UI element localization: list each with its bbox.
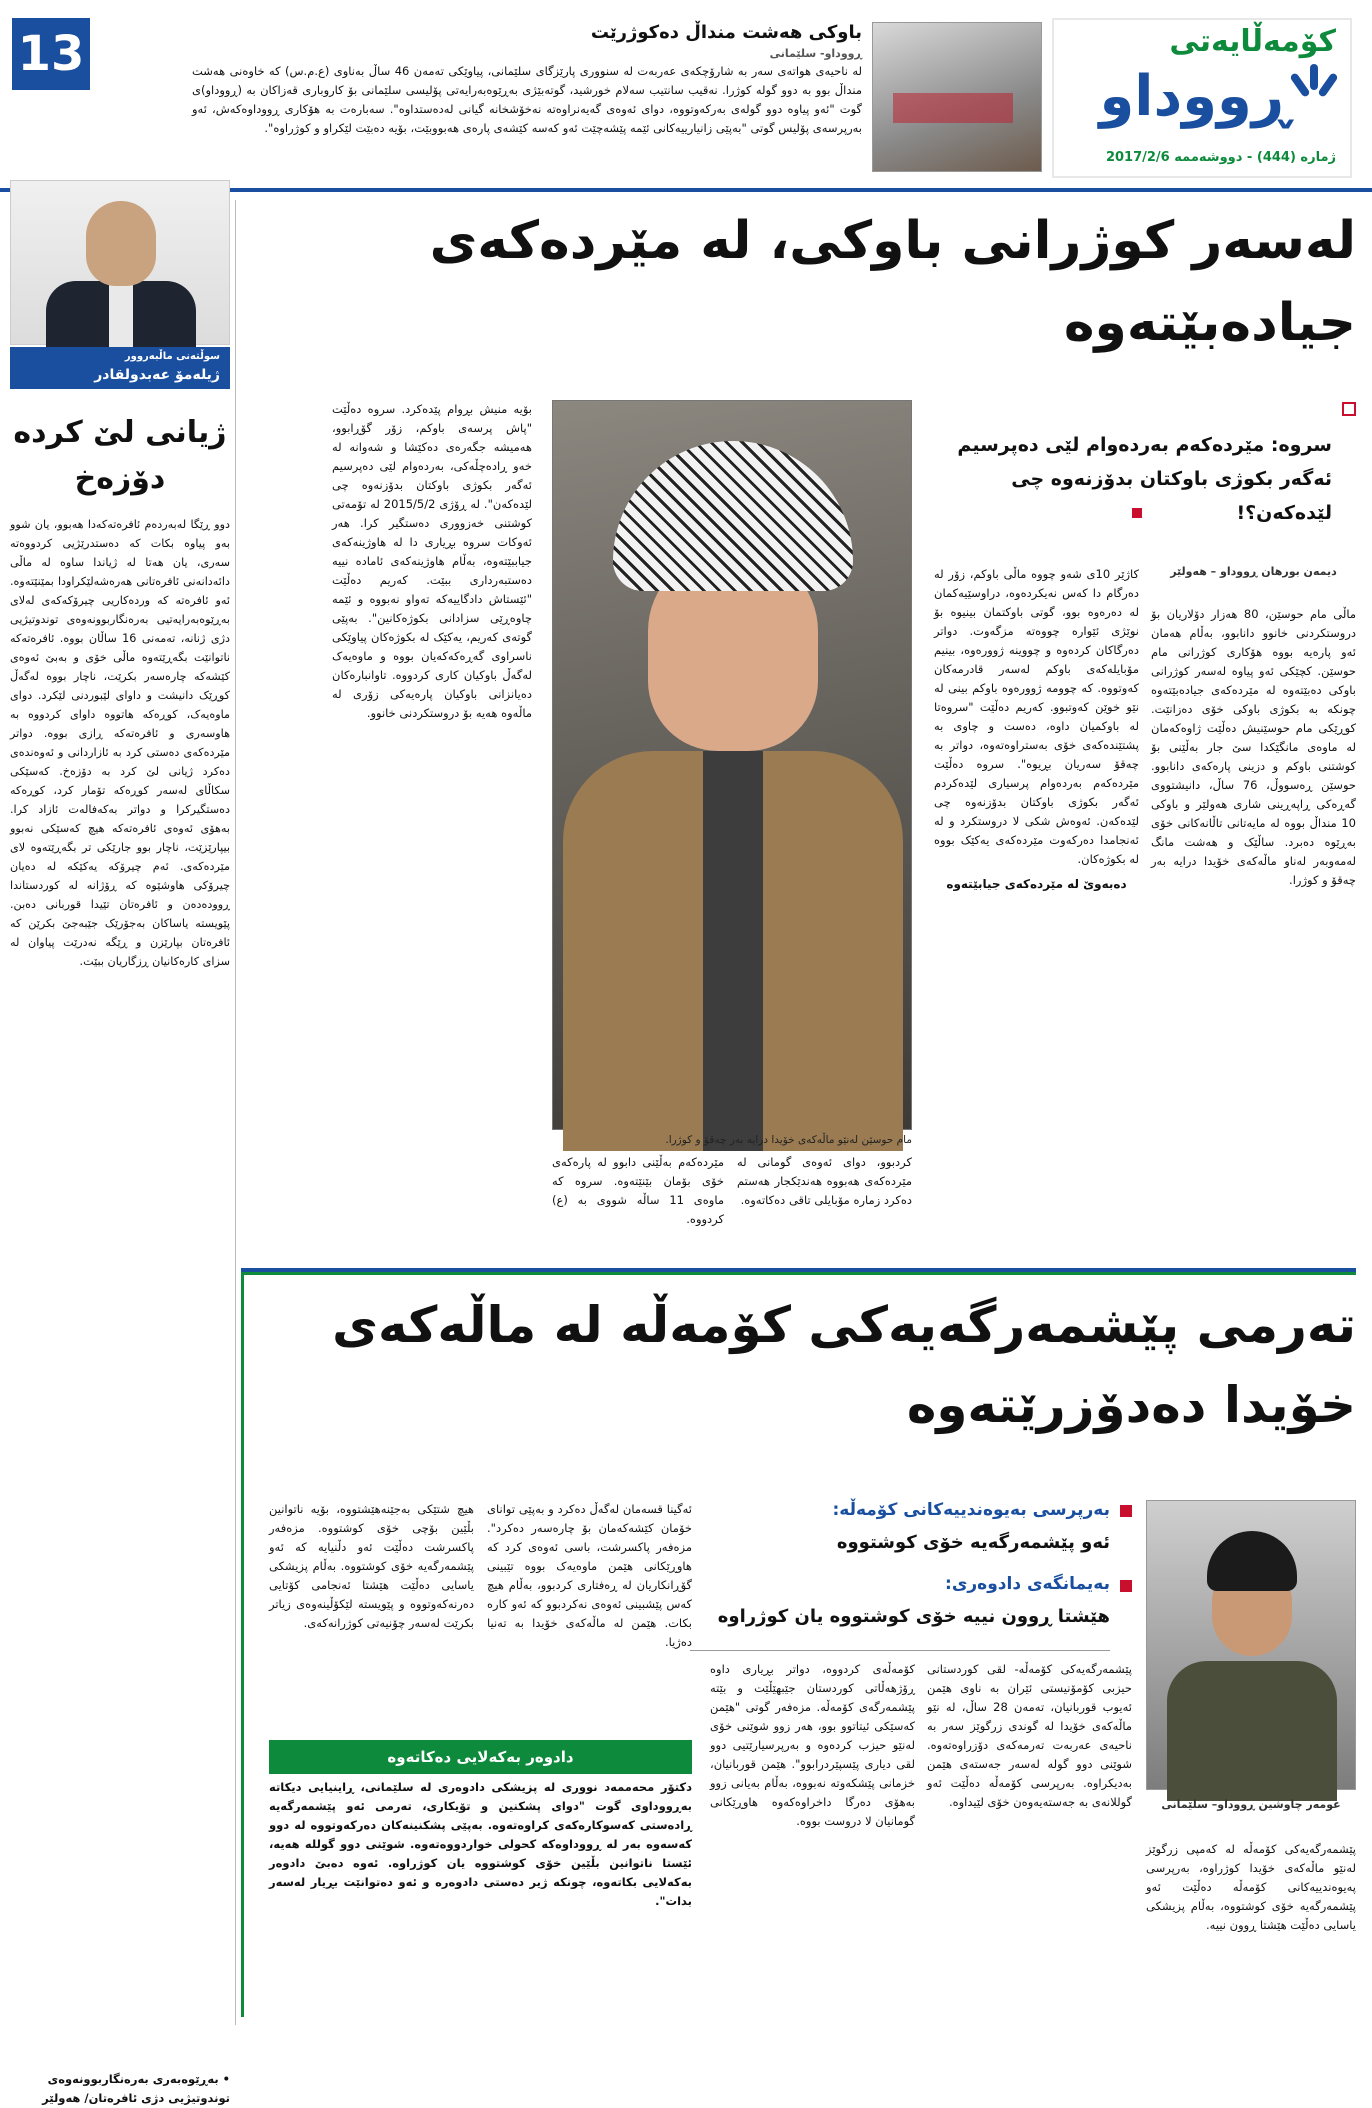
square-bullet-icon bbox=[1132, 508, 1142, 518]
teaser-article bbox=[192, 22, 862, 178]
columnist-photo bbox=[10, 180, 230, 345]
story1-text-column: کردبوو، دوای ئەوەی گومانی لە مێردەکەی هەبووە هەندێکجار هەستم دەکرد زمارە مۆبایلی تاقی دەکاتەوە. bbox=[737, 1155, 912, 1207]
story2-text-column: پێشمەرگەیەکی کۆمەڵە- لقی کوردستانی حیزبی کۆمۆنیستی ئێران بە ناوی هێمن ئەیوب قوربانیان، تەمەن 28 ساڵ، لە نێو ماڵەکەی خۆیدا لە گوندی زرگوێز سەر بە ناحیەی عەربەت تەرمەکەی دۆزراوەتەوە. شوێنی دوو گولە لەسەر جەستەی هێمن بەدیکراوە. بەرپرسی کۆمەڵە دەڵێت ئەو گوللانەی بە جەستەیەوەن خۆی لێیداوە. bbox=[927, 1662, 1132, 1809]
teaser-byline: ڕووداو- سلێمانی bbox=[769, 47, 862, 60]
story2-text-column: هیچ شتێکی بەجێنەهێشتووە، بۆیە ناتوانین بڵێین بۆچی خۆی کوشتووە. مزەفەر پاکسرشت دەڵێت ئەو دڵنیایە کە ئەو پێشمەرگەیە خۆی کوشتووە. بەڵام پزیشکی یاسایی دەڵێت هێشتا ئەنجامی کۆتایی دەرنەکەوتووە و پێویستە لێکۆڵینەوەی زیاتر بکرێت لەسەر چۆنیەتی کوژرانەکەی. bbox=[269, 1502, 474, 1630]
story1-headline: لەسەر کوژرانی باوکی، لە مێردەکەی جیادەبێتەوە bbox=[429, 211, 1356, 353]
story2-sub-text: هێشتا ڕوون نییە خۆی کوشتووە یان کوژراوە bbox=[717, 1606, 1110, 1627]
teaser-body: لە ناحیەی هواتەی سەر بە شارۆچکەی عەربەت لە سنووری پارێزگای سلێمانی، پیاوێکی تەمەن 46 ساڵ بەناوی (ع.م.س) کە خاوەنی هەشت منداڵ بوو بە دوو گولە کوژرا. نەقیب سانتیب سەلام خورشید، گوتەبێژی بەڕێوەبەرایەتی پۆلیسی سلێمانی بۆ کاروباری قەزاکان بە (ڕووداو)ی گوت "ئەو پیاوە دوو گولەی بەرکەوتووە، دوای ئەوەی گەیەنراوەتە نەخۆشخانە گیانی لەدەستداوە". سەبارەت بە هۆکاری ڕووداوەکەش، ئەو بەرپرسەی پۆلیس گوتی "بەپێی زانیارییەکانی ئێمە پێشەچێت ئەو کەسە کێشەی پارەی هەبووبێت، بۆیە دەبێت لێکراو و کوژراوە". bbox=[192, 64, 862, 135]
story1-photo-caption: مام حوسێن لەنێو ماڵەکەی خۆیدا درایە بەر چەقۆ و کوژرا. bbox=[665, 1134, 912, 1146]
square-bullet-icon bbox=[1120, 1580, 1132, 1592]
story1-photo bbox=[552, 400, 912, 1130]
logo-wordmark: ڕووداو bbox=[1099, 64, 1290, 129]
column-title: ژیانی لێ کردە دۆزەخ bbox=[13, 415, 227, 496]
story2-photo bbox=[1146, 1500, 1356, 1790]
sidebar-box-title: دادوەر بەکەلایی دەکاتەوە bbox=[269, 1740, 692, 1774]
teaser-headline: باوکی هەشت منداڵ دەکوژرێت bbox=[590, 22, 862, 43]
logo-section-label: کۆمەڵایەتی bbox=[1169, 24, 1336, 59]
story1-text-column: مێردەکەم بەڵێنی دابوو لە پارەکەی خۆی بۆمان بێنێتەوە. سروە کە ماوەی 11 ساڵە شووی بە (ع) کردووە. bbox=[552, 1155, 725, 1226]
column-divider bbox=[235, 200, 236, 2025]
story2-text-column: کۆمەڵەی کردووە، دواتر بڕیاری داوە ڕۆژهەڵاتی کوردستان جێبهێڵێت و بێتە پێشمەرگەی کۆمەڵە. مزەفەر گوتی "هێمن کەسێکی ئیتاتوو بوو، هەر زوو شوێنی خۆی لەنێو حیزب کردەوە و بەرپرسیارێتیی دوو لقی دیاری پێسپێردرابوو". هێمن قوربانیان، خزمانی پێشکەوتە نەبووە، بەڵام بەیانی زوو بەهۆی دەرگا داخراوەکەوە هاوڕێکانی گومانیان لا دروست بووە. bbox=[710, 1662, 915, 1828]
columnist-role: سوڵتەنی ماڵبەروور bbox=[124, 351, 220, 362]
masthead bbox=[0, 0, 1372, 190]
story1-text-column bbox=[332, 400, 532, 1255]
story2-sub-label: بەیمانگەی دادوەری: bbox=[945, 1574, 1110, 1594]
story1-subheadline: سروە: مێردەکەم بەردەوام لێی دەپرسیم ئەگەر بکوژی باوکتان بدۆزنەوە چی لێدەکەن؟! bbox=[957, 434, 1332, 524]
column-body: دوو ڕێگا لەبەردەم ئافرەتەکەدا هەبوو، یان شوو بەو پیاوە بکات کە دەستدرێژیی کردووەتە سەری، یان هەتا لە ژیاندا ساوە لە ماڵی دائەدانەنی ئافرەتانی هەرەشەلێکراودا بمێنێتەوە. ئەو ئافرەتە کە وردەکاریی چیرۆکەکەی لەلای بەڕێوەبەرایەتیی بەرەنگاربوونەوەی توندوتیژیی دژی ژنانە، تەمەنی 16 ساڵان بووە. ئافرەتەکە ناتوانێت بگەڕێتەوە ماڵی خۆی و بەبێ ئەوەی کێشەکە چارەسەر بکرێت، ناچار بووە لەگەڵ کوڕێک دانیشت و داوای لێبوردنی لێکرد. دوای ماوەیەک، کوڕەکە هاتووە داوای کردووە بە هاوسەری و ئافرەتەکە ڕازی بووە. دواتر مێردەکەی دەستی کرد بە ئازاردانی و ئەوەندەی دەکرد ژیانی لێ کرد بە دۆزەخ. کەسێکی سکاڵای لەسەر کوڕەکە تۆمار کرد، کوڕەکە دەستگیرکرا و دواتر بەکەفالەت ئازاد کرا. بەهۆی ئەوەی ئافرەتەکە هیچ کەسێکی نەبوو بیپارێزێت، ناچار بوو جارێکی تر بگەڕێتەوە لای مێردەکەی. ئەم چیرۆکە یەکێکە لە دەیان چیرۆکی هاوشێوە کە ڕۆژانە لە کوردستاندا ڕوودەدەن و ئافرەتان تێیدا قوربانی دەبن. پێویستە یاساکان بەجۆرێک جێبەجێ بکرێن کە ئافرەتان بپارێزن و ڕێگە نەدرێت پیاوان لە سزای کارەکانیان ڕزگاریان ببێت. bbox=[10, 518, 230, 968]
story1-paragraph: ماڵی مام حوسێن، 80 هەزار دۆلاریان بۆ دروستکردنی خانوو دانابوو، بەڵام هەمان ئەو پارەیە بووە هۆکاری کوژرانی مام حوسێن. کچێکی ئەو پیاوە لەسەر کوژرانی باوکی دەبێتەوە لە مێردەکەی جیادەبێتەوە چونکە بە بکوژی باوکی خۆی دەزانێت. کوڕێکی مام حوسێنیش دەڵێت ژاوەکەمان لە ماوەی مانگێکدا سێ جار بەڵێنی بۆ کوشتنی باوکم و دزینی پارەکەی دانابوو. حوسێن ڕەسووڵ، 76 ساڵ، دانیشتووی گەڕەکی ڕاپەڕینی شاری هەولێر و باوکی 10 منداڵ بووە لە مایەتانی تاڵانەکانی خۆی بەڕێوە دەبرد. ساڵێک و هەشت مانگ لەمەوبەر لەناو ماڵەکەی خۆیدا درایە بەر چەقۆ و کوژرا. bbox=[1151, 607, 1356, 887]
story2-frame bbox=[241, 1272, 1356, 1275]
story1-byline: دیمەن بورهان ڕووداو – هەولێر bbox=[1170, 565, 1337, 578]
issue-date-line: ژمارە (444) - دووشەممە 2017/2/6 bbox=[1105, 150, 1336, 165]
sub-divider bbox=[690, 1650, 1110, 1651]
story2-text-column: پێشمەرگەیەکی کۆمەڵە لە کەمپی زرگوێز لەنێو ماڵەکەی خۆیدا کوژراوە، بەرپرسی پەیوەندییەکانی کۆمەڵە دەڵێت ئەو پێشمەرگەیە خۆی کوشتووە، بەڵام پزیشکی یاسایی دەڵێت هێشتا ڕوون نییە. bbox=[1146, 1842, 1356, 1932]
page-number: 13 bbox=[12, 18, 90, 90]
story1-crosshead: دەبەوێ لە مێردەکەی جیابێتەوە bbox=[946, 877, 1127, 891]
column-author-note: • بەڕێوەبەری بەرەنگاربوونەوەی توندوتیژیی دژی ئافرەتان/ هەولێر bbox=[42, 2072, 230, 2105]
story2-headline: تەرمی پێشمەرگەیەکی کۆمەڵە لە ماڵەکەی خۆیدا دەدۆزرێتەوە bbox=[332, 1296, 1356, 1434]
newspaper-logo bbox=[1052, 18, 1352, 178]
story2-byline: عومەر چاوشین ڕووداو– سلێمانی bbox=[1161, 1798, 1341, 1811]
story2-text-column: ئەگینا قسەمان لەگەڵ دەکرد و بەپێی توانای خۆمان کێشەکەمان بۆ چارەسەر دەکرد". مزەفەر پاکسرشت، باسی ئەوەی کرد کە هاوڕێکانی هێمن ماوەیەک بووە تێبینی گۆڕانکاریان لە ڕەفتاری کردبوو، بەڵام هیچ کەس پێشبینی ئەوەی نەکردبوو کە ئەو کارە بکات. هێمن لە ماڵەکەی خۆیدا بە تەنیا دەژیا. bbox=[487, 1502, 692, 1649]
opinion-column bbox=[10, 180, 230, 2105]
columnist-name: ژیلەمۆ عەبدولقادر bbox=[94, 367, 220, 383]
story2-sub-label: بەرپرسی بەیوەندییەکانی کۆمەڵە: bbox=[832, 1500, 1110, 1520]
story2-frame bbox=[241, 1272, 244, 2017]
sidebar-box-body: دکتۆر محەممەد نووری لە پزیشکی دادوەری لە سلێمانی، ڕاینیایی دیکاتە بەڕووداوی گوت "دوای پشکنین و تۆیکاری، تەرمی ئەو پێشمەرگەیە ڕادەستی کەسوکارەکەی کراوەتەوە. بەپێی پشکنینەکان دەرکەوتووە لە دوو کەسەوە بەر لە ڕووداوەکە کحولی خواردووەتەوە. شوێنی دوو گوللە هەیە، ئێستا ناتوانین بڵێین خۆی کوشتووە یان کوژراوە. ئەوە دەبێ دادوەر بەکەلایی بکاتەوە، چونکە ژیر دەستی دادوەرە و ئەو دەتوانێت بڕیار لەسەر بدات". bbox=[269, 1780, 692, 1908]
square-bullet-icon bbox=[1120, 1505, 1132, 1517]
story1-text-column bbox=[1151, 605, 1356, 1255]
teaser-photo bbox=[872, 22, 1042, 172]
square-bullet-icon bbox=[1342, 402, 1356, 416]
story1-paragraph: کاژێر 10ی شەو چووە ماڵی باوکم، زۆر لە دەرگام دا کەس نەیکردەوە، دراوسێیەکمان لە دەرەوە بوو، گوتی باوکتمان بینیوە بۆ نوێژی ئێوارە چووەتە مزگەوت. دواتر دەرگاکان کردەوە و چووینە ژوورەوە، بینیم مۆبایلەکەی باوکم لەسەر قادرمەکان کەوتووە. کە چوومە ژوورەوە باوکم بینی لە نێو خوێن کەوتبوو. کەریم دەڵێت "سروەتا لە باوکمیان داوە، دەست و چاوی بە پشتێندەکەی خۆی بەستراوەتەوە، دواتر بە چەقۆ سەریان بڕیوە". سروە دەڵێت مێردەکەم بەردەوام پرسیاری لێدەکردم ئەگەر بکوژی باوکتان بدۆزنەوە چی لێدەکەن. ئەوەش شکی لا دروستکرد و لە ئەنجامدا دەرکەوت مێردەکەی یەکێک بووە لە بکوژەکان. bbox=[934, 567, 1139, 866]
story2-sub-text: ئەو پێشمەرگەیە خۆی کوشتووە bbox=[836, 1532, 1110, 1553]
logo-sunburst-icon bbox=[1292, 64, 1336, 124]
story1-text-column bbox=[934, 565, 1139, 1255]
story1-paragraph: بۆیە منیش بڕوام پێدەکرد. سروە دەڵێت "پاش پرسەی باوکم، زۆر گۆڕابوو، هەمیشە جگەرەی دەکێشا و شەوانە لە خەو ڕادەچڵەکی، بەردەوام لێی دەپرسیم ئەگەر بکوژی باوکتان بدۆزنەوە چی لێدەکەن". لە ڕۆژی 2015/5/2 لە تۆمەتی کوشتنی خەزووری دەستگیر کرا. هەر ئەوکات سروە بڕیاری دا لە هاوژینەکەی جیاببێتەوە، بەڵام هاوژینەکەی ئامادە نییە دەستبەرداری ببێت. کەریم دەڵێت "ئێستاش دادگاییەکە تەواو نەبووە و ئێمە چاوەڕێی سزادانی بکوژەکانین". بەپێی گوتەی کەریم، یەکێک لە بکوژەکان پیاوێکی ناسراوی گەڕەکەکەیان بووە و ماوەیەک لەگەڵ باوکیان کاری کردووە. تاوانبارەکان دەیانزانی باوکیان پارەیەکی زۆری لە ماڵەوە هەیە بۆ دروستکردنی خانوو. bbox=[332, 402, 532, 720]
